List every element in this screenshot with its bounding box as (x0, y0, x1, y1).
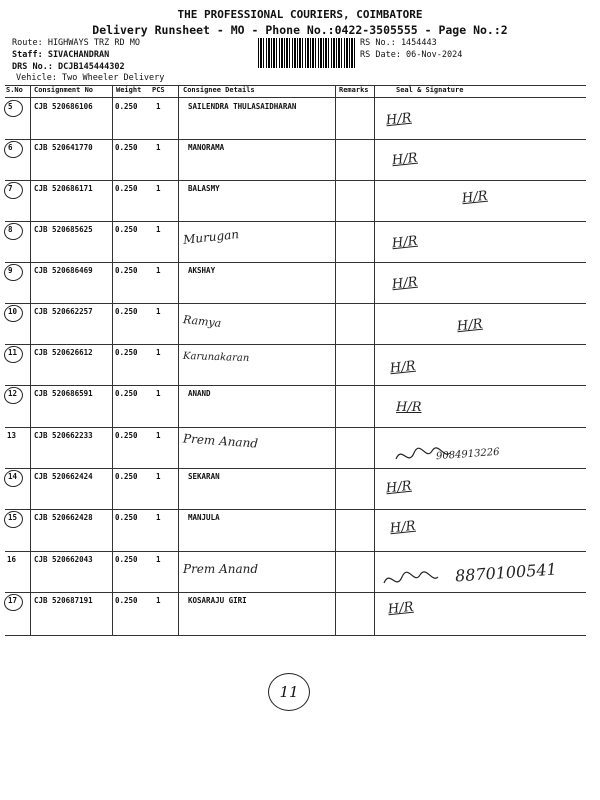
row-seal-signature: H/R (385, 110, 413, 129)
row-sno: 9 (8, 266, 13, 275)
row-sno: 16 (7, 555, 17, 564)
col-header-seal: Seal & Signature (396, 86, 464, 94)
row-divider (5, 385, 586, 386)
row-consignee-name: AKSHAY (188, 266, 216, 275)
barcode (258, 38, 355, 68)
col-divider (178, 85, 179, 635)
row-phone-note: 9084913226 (435, 446, 500, 463)
col-header-weight: Weight (116, 86, 142, 94)
row-divider (5, 344, 586, 345)
row-sno: 15 (8, 513, 18, 522)
row-consignment-no: CJB 520662428 (34, 513, 93, 522)
company-title: THE PROFESSIONAL COURIERS, COIMBATORE (177, 8, 423, 21)
route-label: Route: HIGHWAYS TRZ RD MO (12, 38, 140, 48)
row-consignee-name: MANORAMA (188, 143, 225, 152)
row-pcs: 1 (156, 472, 161, 481)
sno-circle (2, 221, 24, 242)
rs-no-label: RS No.: 1454443 (360, 38, 437, 48)
row-consignment-no: CJB 520686171 (34, 184, 93, 193)
row-divider (5, 221, 586, 222)
row-consignee-name: SAILENDRA THULASAIDHARAN (188, 102, 297, 111)
sno-circle (2, 180, 24, 201)
row-sno: 17 (8, 596, 18, 605)
row-divider (5, 468, 586, 469)
row-handwritten-name: Karunakaran (182, 350, 250, 365)
row-weight: 0.250 (115, 307, 138, 316)
col-header-pcs: PCS (152, 86, 165, 94)
row-seal-signature: H/R (391, 150, 419, 169)
row-divider (5, 303, 586, 304)
row-weight: 0.250 (115, 102, 138, 111)
row-seal-signature: H/R (387, 599, 415, 618)
row-weight: 0.250 (115, 389, 138, 398)
row-sno: 14 (8, 472, 18, 481)
row-pcs: 1 (156, 555, 161, 564)
row-pcs: 1 (156, 266, 161, 275)
row-consignment-no: CJB 520662233 (34, 431, 93, 440)
row-seal-signature: H/R (461, 188, 489, 207)
row-consignment-no: CJB 520662043 (34, 555, 93, 564)
col-header-sno: S.No (6, 86, 23, 94)
row-handwritten-name: Prem Anand (183, 562, 259, 576)
staff-label: Staff: SIVACHANDRAN (12, 50, 110, 60)
row-pcs: 1 (156, 513, 161, 522)
row-consignment-no: CJB 520685625 (34, 225, 93, 234)
row-weight: 0.250 (115, 348, 138, 357)
signature-scribble (392, 441, 452, 471)
row-pcs: 1 (156, 307, 161, 316)
vehicle-label: Vehicle: Two Wheeler Delivery (16, 73, 165, 83)
row-consignment-no: CJB 520662424 (34, 472, 93, 481)
col-divider (30, 85, 31, 635)
row-weight: 0.250 (115, 513, 138, 522)
col-divider (335, 85, 336, 635)
row-divider (5, 427, 586, 428)
row-consignee-name: SEKARAN (188, 472, 220, 481)
row-consignee-name: BALASMY (188, 184, 220, 193)
row-weight: 0.250 (115, 472, 138, 481)
row-sno: 10 (8, 307, 18, 316)
row-seal-signature: H/R (389, 518, 417, 537)
row-handwritten-name: Murugan (182, 227, 240, 247)
col-divider (374, 85, 375, 635)
row-consignee-name: ANAND (188, 389, 211, 398)
row-pcs: 1 (156, 225, 161, 234)
row-sno: 11 (8, 348, 18, 357)
row-consignment-no: CJB 520686106 (34, 102, 93, 111)
row-weight: 0.250 (115, 596, 138, 605)
row-seal-signature: H/R (389, 358, 417, 377)
row-divider (5, 139, 586, 140)
row-seal-signature: H/R (391, 274, 419, 293)
row-pcs: 1 (156, 431, 161, 440)
row-consignee-name: KOSARAJU GIRI (188, 596, 247, 605)
row-divider (5, 180, 586, 181)
row-consignment-no: CJB 520641770 (34, 143, 93, 152)
row-weight: 0.250 (115, 266, 138, 275)
row-pcs: 1 (156, 596, 161, 605)
row-consignment-no: CJB 520662257 (34, 307, 93, 316)
sno-circle (2, 262, 24, 283)
row-weight: 0.250 (115, 143, 138, 152)
row-seal-signature: H/R (385, 478, 413, 497)
col-header-consignee: Consignee Details (183, 86, 255, 94)
rs-date-label: RS Date: 06-Nov-2024 (360, 50, 463, 60)
signature-scribble (380, 565, 440, 595)
col-header-consignment: Consignment No (34, 86, 94, 94)
row-consignee-name: MANJULA (188, 513, 220, 522)
sno-circle (2, 98, 24, 119)
row-handwritten-name: Prem Anand (182, 431, 259, 451)
row-sno: 13 (7, 431, 17, 440)
row-divider (5, 551, 586, 552)
row-sno: 7 (8, 184, 13, 193)
row-sno: 12 (8, 389, 18, 398)
row-divider (5, 592, 586, 593)
row-pcs: 1 (156, 184, 161, 193)
row-seal-signature: H/R (456, 316, 484, 335)
row-sno: 5 (8, 102, 13, 111)
row-divider (5, 262, 586, 263)
col-header-remarks: Remarks (339, 86, 369, 94)
row-weight: 0.250 (115, 431, 138, 440)
row-sno: 6 (8, 143, 13, 152)
table-bottom-line (5, 635, 586, 636)
row-divider (5, 509, 586, 510)
drs-label: DRS No.: DCJB145444302 (12, 62, 125, 72)
row-phone-note: 8870100541 (454, 559, 558, 586)
row-pcs: 1 (156, 389, 161, 398)
page-mark-circle (268, 673, 310, 711)
row-consignment-no: CJB 520626612 (34, 348, 93, 357)
row-pcs: 1 (156, 102, 161, 111)
row-consignment-no: CJB 520686469 (34, 266, 93, 275)
runsheet-subtitle: Delivery Runsheet - MO - Phone No.:0422-3505555 - Page No.:2 (92, 23, 508, 37)
row-sno: 8 (8, 225, 13, 234)
row-consignment-no: CJB 520686591 (34, 389, 93, 398)
row-consignment-no: CJB 520687191 (34, 596, 93, 605)
sno-circle (2, 139, 24, 160)
row-seal-signature: H/R (391, 233, 419, 252)
row-handwritten-name: Ramya (182, 313, 222, 330)
row-seal-signature: H/R (396, 400, 422, 415)
row-pcs: 1 (156, 348, 161, 357)
page-mark-text: 11 (279, 683, 299, 701)
row-pcs: 1 (156, 143, 161, 152)
col-divider (112, 85, 113, 635)
row-weight: 0.250 (115, 184, 138, 193)
row-weight: 0.250 (115, 555, 138, 564)
table-header-line (5, 97, 586, 98)
row-weight: 0.250 (115, 225, 138, 234)
